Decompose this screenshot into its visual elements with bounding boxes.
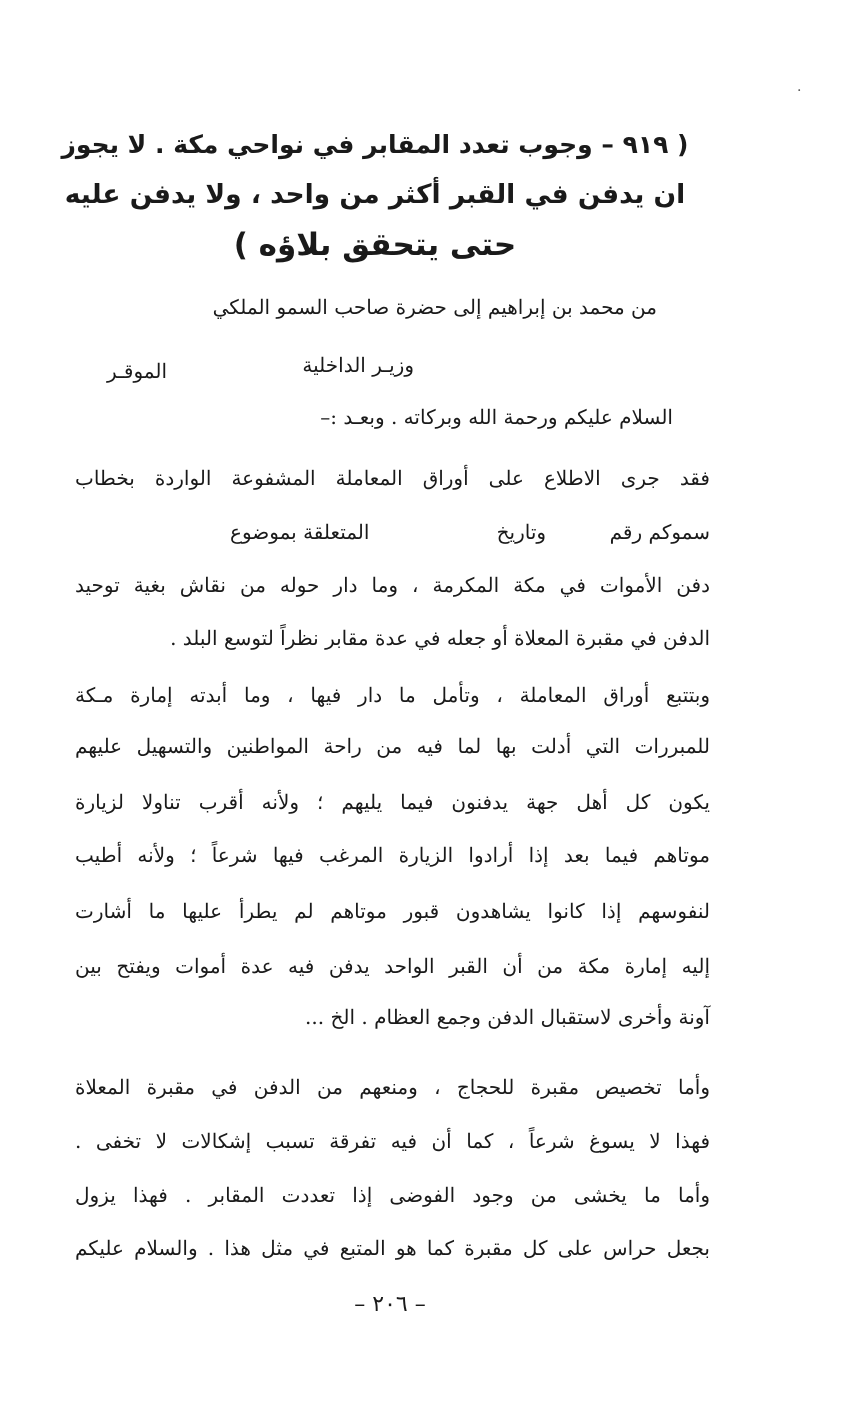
- paragraph-2-line-2: للمبررات التي أدلت بها لما فيه من راحة المواطنين والتسهيل عليهم: [75, 734, 710, 758]
- paragraph-2-line-3: يكون كل أهل جهة يدفنون فيما يليهم ؛ ولأنه أقرب تناولا لزيارة: [75, 790, 710, 814]
- letter-minister: وزيـر الداخلية: [302, 353, 414, 377]
- letter-greeting: السلام عليكم ورحمة الله وبركاته . وبعـد :–: [320, 405, 673, 429]
- letter-honorific: الموقـر: [107, 359, 167, 383]
- title-line-3: حتى يتحقق بلاؤه ): [233, 227, 517, 263]
- paragraph-2-line-7: آونة وأخرى لاستقبال الدفن وجمع العظام . الخ ...: [305, 1005, 710, 1029]
- page-number: – ٢٠٦ –: [354, 1292, 426, 1317]
- paragraph-2-line-4: موتاهم فيما بعد إذا أرادوا الزيارة المرغب فيها شرعاً ؛ ولأنه أطيب: [75, 843, 710, 867]
- paragraph-2-line-5: لنفوسهم إذا كانوا يشاهدون قبور موتاهم لم يطرأ عليها ما أشارت: [75, 899, 710, 923]
- paragraph-3-line-2: فهذا لا يسوغ شرعاً ، كما أن فيه تفرقة تسبب إشكالات لا تخفى .: [75, 1129, 710, 1153]
- paragraph-3-line-3: وأما ما يخشى من وجود الفوضى إذا تعددت المقابر . فهذا يزول: [75, 1183, 710, 1207]
- title-line-2: ان يدفن في القبر أكثر من واحد ، ولا يدفن عليه: [64, 179, 686, 210]
- paragraph-2-line-1: وبتتبع أوراق المعاملة ، وتأمل ما دار فيها ، وما أبدته إمارة مـكة: [75, 683, 710, 707]
- title-line-1: ( ٩١٩ – وجوب تعدد المقابر في نواحي مكة . لا يجوز: [61, 130, 689, 159]
- paragraph-1-line-1: فقد جرى الاطلاع على أوراق المعاملة المشفوعة الواردة بخطاب: [75, 466, 710, 490]
- scan-speck: ·: [797, 83, 802, 99]
- paragraph-1-line-4: الدفن في مقبرة المعلاة أو جعله في عدة مقابر نظراً لتوسع البلد .: [170, 626, 710, 650]
- letter-from-line: من محمد بن إبراهيم إلى حضرة صاحب السمو الملكي: [212, 295, 657, 319]
- fatwa-title: [60, 120, 690, 270]
- paragraph-3-line-4: بجعل حراس على كل مقبرة كما هو المتبع في مثل هذا . والسلام عليكم: [75, 1236, 710, 1260]
- paragraph-3-line-1: وأما تخصيص مقبرة للحجاج ، ومنعهم من الدفن في مقبرة المعلاة: [75, 1075, 710, 1099]
- paragraph-2-line-6: إليه إمارة مكة من أن القبر الواحد يدفن فيه عدة أموات ويفتح بين: [75, 954, 710, 978]
- paragraph-1-line-2: سموكم رقم وتاريخ المتعلقة بموضوع: [230, 520, 710, 544]
- paragraph-1-line-3: دفن الأموات في مكة المكرمة ، وما دار حوله من نقاش بغية توحيد: [75, 573, 710, 597]
